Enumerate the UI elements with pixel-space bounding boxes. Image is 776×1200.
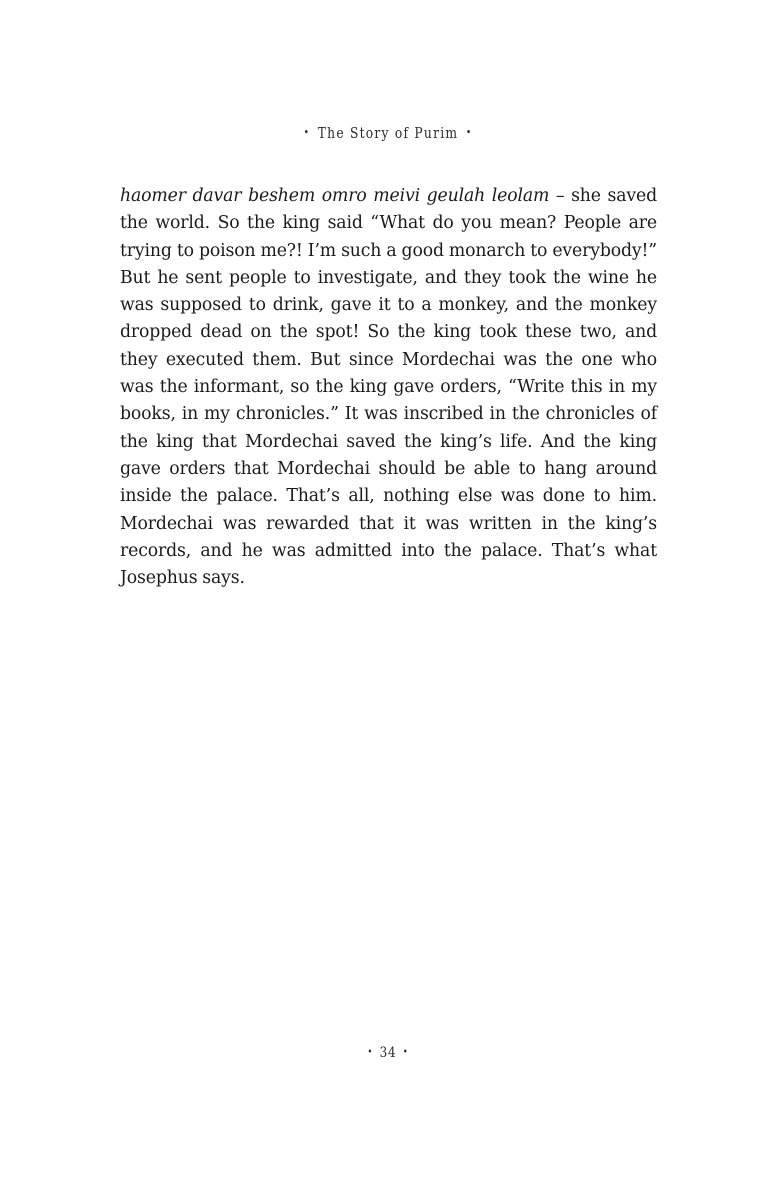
paragraph-text: – she saved the world. So the king said “What do you mean? People are trying to poison me?! I’m such a good monarch to everybody!” But he sent people to investigate, and they took the wine he was supposed to drink, gave it to a monkey, and the monkey dropped dead on the spot! So the king took these two, and they executed them. But since Mordechai was the one who was the informant, so the king gave orders, “Write this in my books, in my chronicles.” It was inscribed in the chronicles of the king that Mordechai saved the king’s life. And the king gave orders that Mordechai should be able to hang around inside the palace. That’s all, nothing else was done to him. Mordechai was rewarded that it was written in the king’s records, and he was admitted into the palace. That’s what Josephus says.: [120, 186, 657, 589]
running-title: The Story of Purim: [317, 124, 459, 142]
header-separator-right: •: [465, 126, 473, 139]
italic-transliteration: haomer davar beshem omro meivi geulah leolam: [120, 186, 550, 206]
running-header: [70, 124, 706, 142]
page-number-footer: [58, 1045, 718, 1061]
header-separator-left: •: [303, 126, 311, 139]
page-number: 34: [379, 1045, 397, 1061]
footer-separator-right: •: [402, 1047, 409, 1058]
body-paragraph: [120, 183, 657, 592]
footer-separator-left: •: [367, 1047, 374, 1058]
